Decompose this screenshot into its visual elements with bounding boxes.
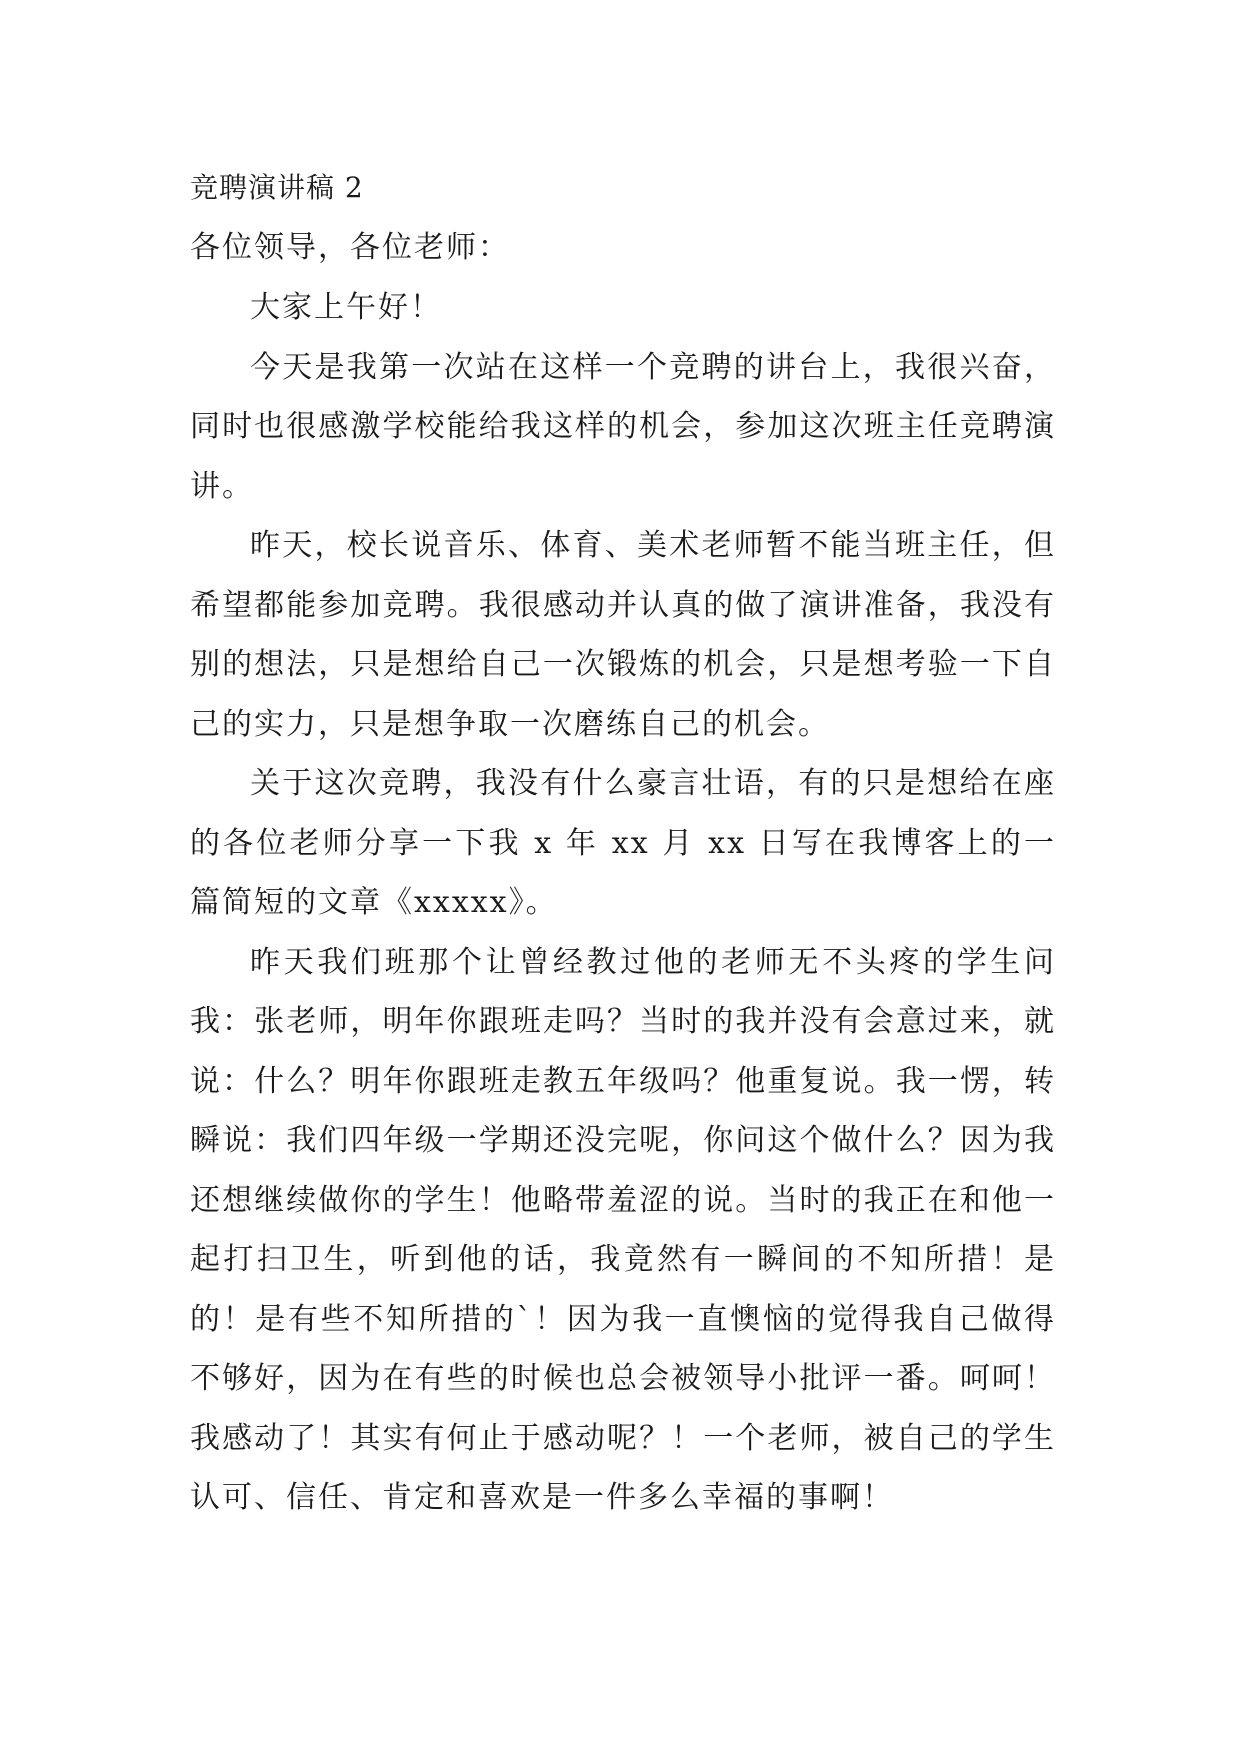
salutation: 各位领导，各位老师： xyxy=(190,230,510,265)
document-body xyxy=(190,158,1056,1528)
paragraph-opening: 今天是我第一次站在这样一个竞聘的讲台上，我很兴奋，同时也很感激学校能给我这样的机会，参加这次班主任竞聘演讲。 xyxy=(190,349,1056,504)
paragraph-about-competition: 关于这次竞聘，我没有什么豪言壮语，有的只是想给在座的各位老师分享一下我 x 年 xx 月 xx 日写在我博客上的一篇简短的文章《xxxxx》。 xyxy=(190,766,1056,920)
paragraph-greeting: 大家上午好！ xyxy=(250,290,442,325)
document-title: 竞聘演讲稿 2 xyxy=(190,171,364,204)
paragraph-yesterday: 昨天，校长说音乐、体育、美术老师暂不能当班主任，但希望都能参加竞聘。我很感动并认真的做了演讲准备，我没有别的想法，只是想给自己一次锻炼的机会，只是想考验一下自己的实力，只是想争取一次磨练自己的机会。 xyxy=(190,528,1056,742)
paragraph-story: 昨天我们班那个让曾经教过他的老师无不头疼的学生问我：张老师，明年你跟班走吗？当时的我并没有会意过来，就说：什么？明年你跟班走教五年级吗？他重复说。我一愣，转瞬说：我们四年级一学期还没完呢，你问这个做什么？因为我还想继续做你的学生！他略带羞涩的说。当时的我正在和他一起打扫卫生，听到他的话，我竟然有一瞬间的不知所措！是的！是有些不知所措的`！因为我一直懊恼的觉得我自己做得不够好，因为在有些的时候也总会被领导小批评一番。呵呵！我感动了！其实有何止于感动呢？！一个老师，被自己的学生认可、信任、肯定和喜欢是一件多么幸福的事啊！ xyxy=(190,944,1056,1515)
